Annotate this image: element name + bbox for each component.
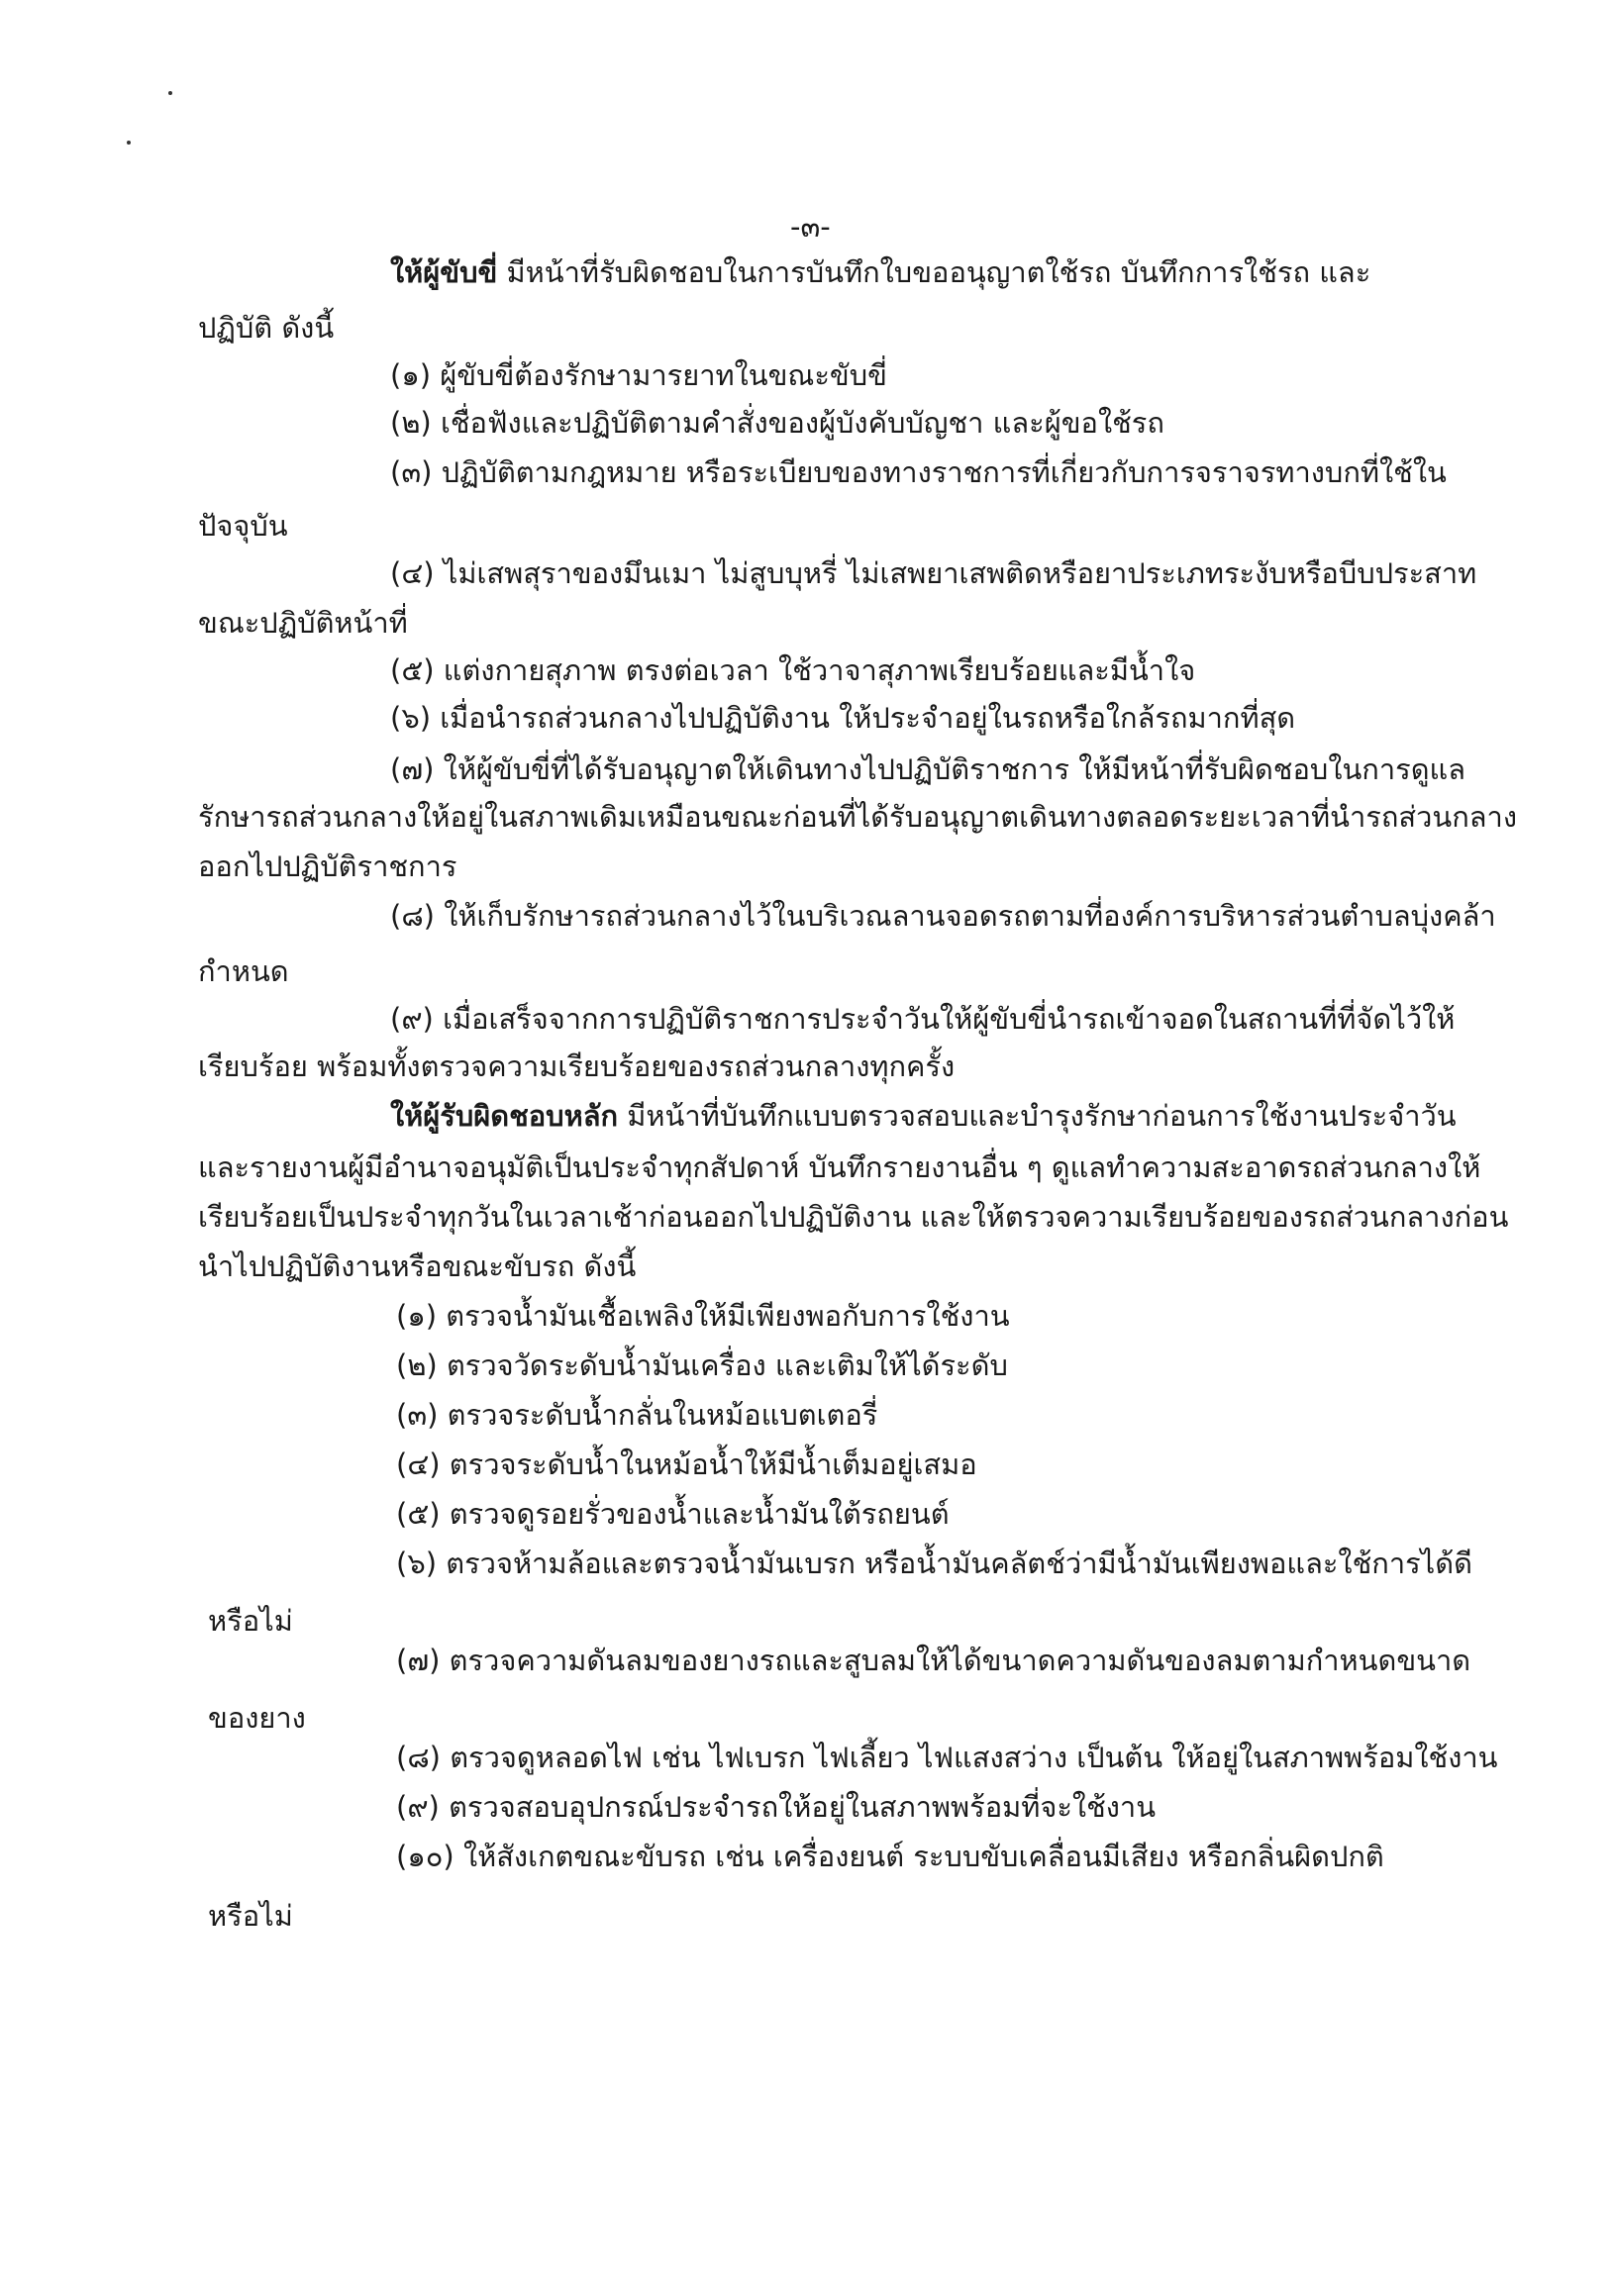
check-item: (๗) ตรวจความดันลมของยางรถและสูบลมให้ได้ขนาดความดันของลมตามกำหนดขนาด — [396, 1644, 1471, 1677]
check-item: (๒) ตรวจวัดระดับน้ำมันเครื่อง และเติมให้ได้ระดับ — [396, 1348, 1008, 1382]
check-item-continuation: หรือไม่ — [208, 1604, 293, 1638]
paragraph-line: เรียบร้อยเป็นประจำทุกวันในเวลาเช้าก่อนออกไปปฏิบัติงาน และให้ตรวจความเรียบร้อยของรถส่วนกลางก่อน — [198, 1200, 1509, 1234]
scan-speck — [168, 91, 172, 95]
check-item-continuation: ของยาง — [208, 1701, 306, 1735]
intro-continuation: ปฏิบัติ ดังนี้ — [198, 311, 335, 345]
list-item-continuation: ปัจจุบัน — [198, 509, 288, 543]
list-item-continuation: ออกไปปฏิบัติราชการ — [198, 849, 457, 883]
section-text: มีหน้าที่บันทึกแบบตรวจสอบและบำรุงรักษาก่อนการใช้งานประจำวัน — [627, 1099, 1457, 1133]
list-item: (๕) แต่งกายสุภาพ ตรงต่อเวลา ใช้วาจาสุภาพเรียบร้อยและมีน้ำใจ — [390, 653, 1196, 687]
check-item: (๖) ตรวจห้ามล้อและตรวจน้ำมันเบรก หรือน้ำมันคลัตช์ว่ามีน้ำมันเพียงพอและใช้การได้ดี — [396, 1547, 1472, 1580]
check-item: (๑) ตรวจน้ำมันเชื้อเพลิงให้มีเพียงพอกับการใช้งาน — [396, 1299, 1010, 1333]
intro-line — [390, 253, 1370, 291]
scan-speck — [127, 141, 131, 145]
page-number: -๓- — [790, 210, 831, 244]
check-item: (๑๐) ให้สังเกตขณะขับรถ เช่น เครื่องยนต์ ระบบขับเคลื่อนมีเสียง หรือกลิ่นผิดปกติ — [396, 1840, 1384, 1873]
paragraph-line: นำไปปฏิบัติงานหรือขณะขับรถ ดังนี้ — [198, 1249, 637, 1283]
list-item: (๘) ให้เก็บรักษารถส่วนกลางไว้ในบริเวณลานจอดรถตามที่องค์การบริหารส่วนตำบลบุ่งคล้า — [390, 899, 1496, 933]
section-line — [390, 1097, 1457, 1135]
list-item-continuation: รักษารถส่วนกลางให้อยู่ในสภาพเดิมเหมือนขณะก่อนที่ได้รับอนุญาตเดินทางตลอดระยะเวลาที่นำรถส่วนกลาง — [198, 800, 1517, 834]
list-item: (๓) ปฏิบัติตามกฎหมาย หรือระเบียบของทางราชการที่เกี่ยวกับการจราจรทางบกที่ใช้ใน — [390, 455, 1447, 489]
check-item-continuation: หรือไม่ — [208, 1899, 293, 1933]
intro-text: มีหน้าที่รับผิดชอบในการบันทึกใบขออนุญาตใช้รถ บันทึกการใช้รถ และ — [506, 255, 1371, 289]
check-item: (๘) ตรวจดูหลอดไฟ เช่น ไฟเบรก ไฟเลี้ยว ไฟแสงสว่าง เป็นต้น ให้อยู่ในสภาพพร้อมใช้งาน — [396, 1741, 1498, 1774]
list-item: (๔) ไม่เสพสุราของมึนเมา ไม่สูบบุหรี่ ไม่เสพยาเสพติดหรือยาประเภทระงับหรือบีบประสาท — [390, 556, 1477, 590]
section-heading: ให้ผู้รับผิดชอบหลัก — [390, 1099, 619, 1133]
check-item: (๔) ตรวจระดับน้ำในหม้อน้ำให้มีน้ำเต็มอยู่เสมอ — [396, 1447, 977, 1481]
list-item: (๗) ให้ผู้ขับขี่ที่ได้รับอนุญาตให้เดินทางไปปฏิบัติราชการ ให้มีหน้าที่รับผิดชอบในการดูแล — [390, 752, 1466, 786]
check-item: (๕) ตรวจดูรอยรั่วของน้ำและน้ำมันใต้รถยนต์ — [396, 1497, 950, 1531]
paragraph-line: และรายงานผู้มีอำนาจอนุมัติเป็นประจำทุกสัปดาห์ บันทึกรายงานอื่น ๆ ดูแลทำความสะอาดรถส่วนกลางให้ — [198, 1150, 1481, 1184]
list-item-continuation: กำหนด — [198, 954, 289, 988]
check-item: (๙) ตรวจสอบอุปกรณ์ประจำรถให้อยู่ในสภาพพร้อมที่จะใช้งาน — [396, 1790, 1157, 1824]
intro-heading: ให้ผู้ขับขี่ — [390, 255, 498, 289]
list-item: (๙) เมื่อเสร็จจากการปฏิบัติราชการประจำวันให้ผู้ขับขี่นำรถเข้าจอดในสถานที่ที่จัดไว้ให้ — [390, 1002, 1456, 1036]
list-item-continuation: ขณะปฏิบัติหน้าที่ — [198, 606, 408, 640]
check-item: (๓) ตรวจระดับน้ำกลั่นในหม้อแบตเตอรี่ — [396, 1398, 878, 1432]
list-item: (๖) เมื่อนำรถส่วนกลางไปปฏิบัติงาน ให้ประจำอยู่ในรถหรือใกล้รถมากที่สุด — [390, 701, 1296, 735]
list-item-continuation: เรียบร้อย พร้อมทั้งตรวจความเรียบร้อยของรถส่วนกลางทุกครั้ง — [198, 1049, 956, 1083]
list-item: (๑) ผู้ขับขี่ต้องรักษามารยาทในขณะขับขี่ — [390, 358, 887, 392]
list-item: (๒) เชื่อฟังและปฏิบัติตามคำสั่งของผู้บังคับบัญชา และผู้ขอใช้รถ — [390, 406, 1164, 440]
